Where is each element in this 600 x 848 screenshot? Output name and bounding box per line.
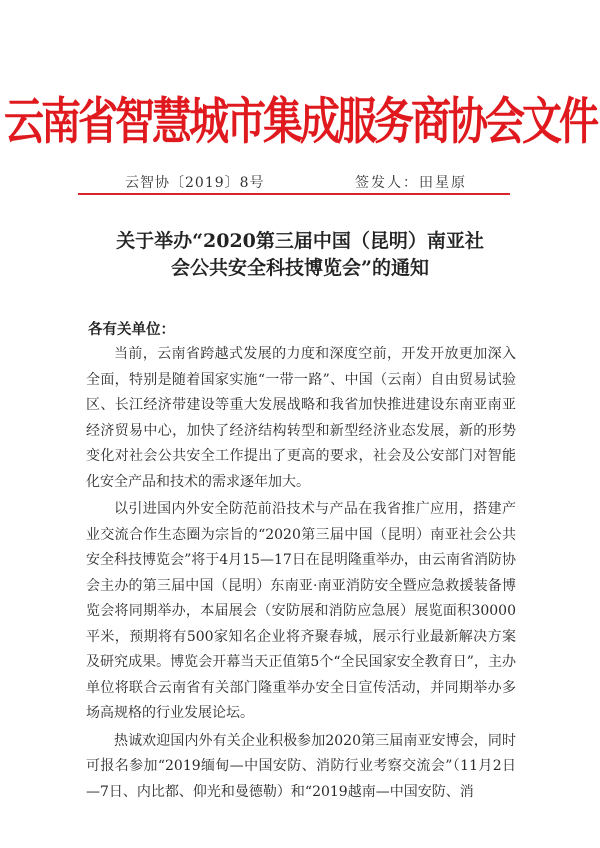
notice-title — [60, 228, 540, 282]
document-number: 云智协〔2019〕8号 — [125, 175, 265, 191]
org-header-title: 云南省智慧城市集成服务商协会文件 — [4, 93, 596, 151]
paragraph: 当前，云南省跨越式发展的力度和深度空前，开发开放更加深入全面，特别是随着国家实施“一带一路”、中国（云南）自由贸易试验区、长江经济带建设等重大发展战略和我省加快推进建设东南亚南亚经济贸易中心，加快了经济结构转型和新型经济业态发展，新的形势变化对社会公共安全工作提出了更高的要求，社会及公安部门对智能化安全产品和技术的需求逐年加大。 — [86, 346, 516, 490]
signer: 签发人：田星原 — [355, 175, 467, 191]
paragraph: 热诚欢迎国内外有关企业积极参加2020第三届南亚安博会，同时可报名参加“2019缅甸—中国安防、消防行业考察交流会”（11月2日—7日、内比都、仰光和曼德勒）和“2019越南—中国安防、消 — [86, 732, 516, 800]
body-text — [86, 342, 516, 807]
notice-title-line-2: 会公共安全科技博览会”的通知 — [171, 257, 429, 279]
header-divider — [78, 193, 510, 195]
paragraph: 以引进国内外安全防范前沿技术与产品在我省推广应用，搭建产业交流合作生态圈为宗旨的“2020第三届中国（昆明）南亚社会公共安全科技博览会”将于4月15—17日在昆明隆重举办，由云南省消防协会主办的第三届中国（昆明）东南亚·南亚消防安全暨应急救援装备博览会将同期举办，本届展会（安防展和消防应急展）展览面积30000平米，预期将有500家知名企业将齐聚春城，展示行业最新解决方案及研究成果。博览会开幕当天正值第5个“全民国家安全教育日”，主办单位将联合云南省有关部门隆重举办安全日宣传活动，并同期举办多场高规格的行业发展论坛。 — [86, 501, 516, 721]
notice-title-line-1: 关于举办“2020第三届中国（昆明）南亚社 — [116, 230, 484, 252]
salutation: 各有关单位： — [88, 321, 175, 338]
